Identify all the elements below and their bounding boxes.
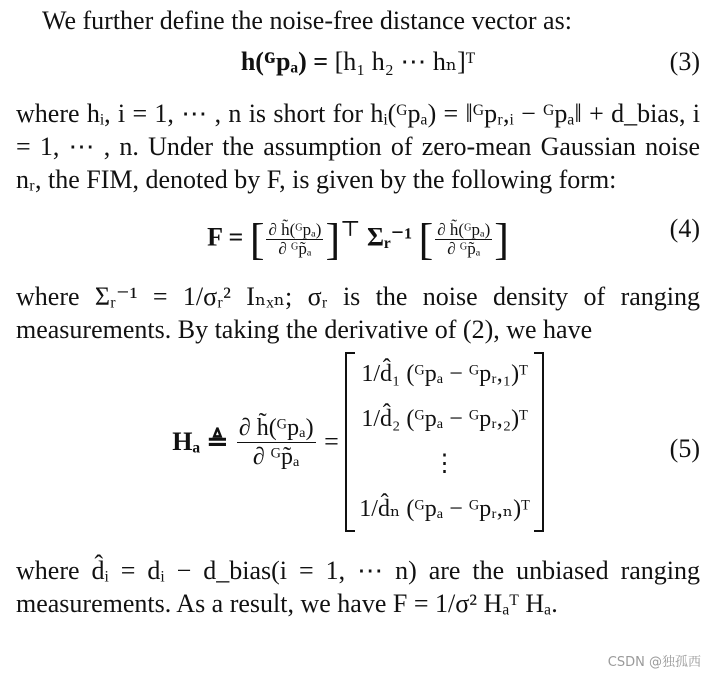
paragraph-4: where d̂ᵢ = dᵢ − d_bias(i = 1, ⋯ n) are the unbiased ranging measurements. As a result, we have F = 1/σ² Hₐᵀ Hₐ. [16, 556, 700, 618]
eq3-rhs: [h₁ h₂ ⋯ hₙ]ᵀ [334, 47, 476, 76]
paper-page [16, 0, 700, 620]
eq5-equals: = [324, 427, 339, 456]
watermark: CSDN @独孤西 [607, 655, 701, 670]
eq5-number: (5) [669, 434, 700, 463]
matrix-row-2: 1/d̂₂ (ᴳpₐ − ᴳpᵣ,₂)ᵀ [361, 406, 528, 432]
paragraph-1: We further define the noise-free distance vector as: [42, 6, 572, 35]
eq4-lhs: F = [207, 222, 244, 252]
eq4-sigma: Σᵣ⁻¹ [366, 222, 413, 252]
eq4-fraction-left: $\frac{\text{∂ h̃(ᴳpₐ)}}{\text{∂ ᴳp̃ₐ}}$ [268, 220, 322, 258]
eq4-number: (4) [669, 214, 700, 243]
paragraph-3: where Σᵣ⁻¹ = 1/σᵣ² Iₙₓₙ; σᵣ is the noise density of ranging measurements. By taking the derivative of (2), we have [16, 282, 700, 344]
eq3-lhs: h(ᴳpₐ) = [240, 47, 329, 76]
matrix-row-n: 1/d̂ₙ (ᴳpₐ − ᴳpᵣ,ₙ)ᵀ [359, 496, 530, 522]
eq5-lhs: Hₐ ≜ [172, 427, 229, 456]
equation-5 [16, 352, 700, 548]
equation-4: F = [ $\frac{\text{∂ h̃(ᴳpₐ)}}{\text{∂ ᴳp̃ₐ}}$ ]⊤ Σᵣ⁻¹ [ $\frac{\text{∂ h̃(ᴳpₐ)}}{\text{∂ ᴳp̃ₐ}}$ ] (4) [207, 214, 700, 264]
equation-3 [16, 47, 700, 91]
paragraph-2: where hᵢ, i = 1, ⋯ , n is short for hᵢ(ᴳpₐ) = ‖ᴳpᵣ,ᵢ − ᴳpₐ‖ + d_bias, i = 1, ⋯ , n. Under the assumption of zero-mean Gaussian noise nᵣ, the FIM, denoted by F, is given by the following form: [16, 99, 700, 194]
matrix-row-1: 1/d̂₁ (ᴳpₐ − ᴳpᵣ,₁)ᵀ [361, 361, 528, 387]
eq3-number: (3) [669, 47, 700, 76]
eq5-fraction: $\frac{\text{∂ h̃(ᴳpₐ)}}{\text{∂ ᴳp̃ₐ}}$ [238, 414, 314, 470]
eq4-fraction-right: $\frac{\text{∂ h̃(ᴳpₐ)}}{\text{∂ ᴳp̃ₐ}}$ [437, 220, 491, 258]
eq5-matrix [345, 352, 543, 532]
matrix-row-dots: ⋮ [432, 451, 457, 477]
